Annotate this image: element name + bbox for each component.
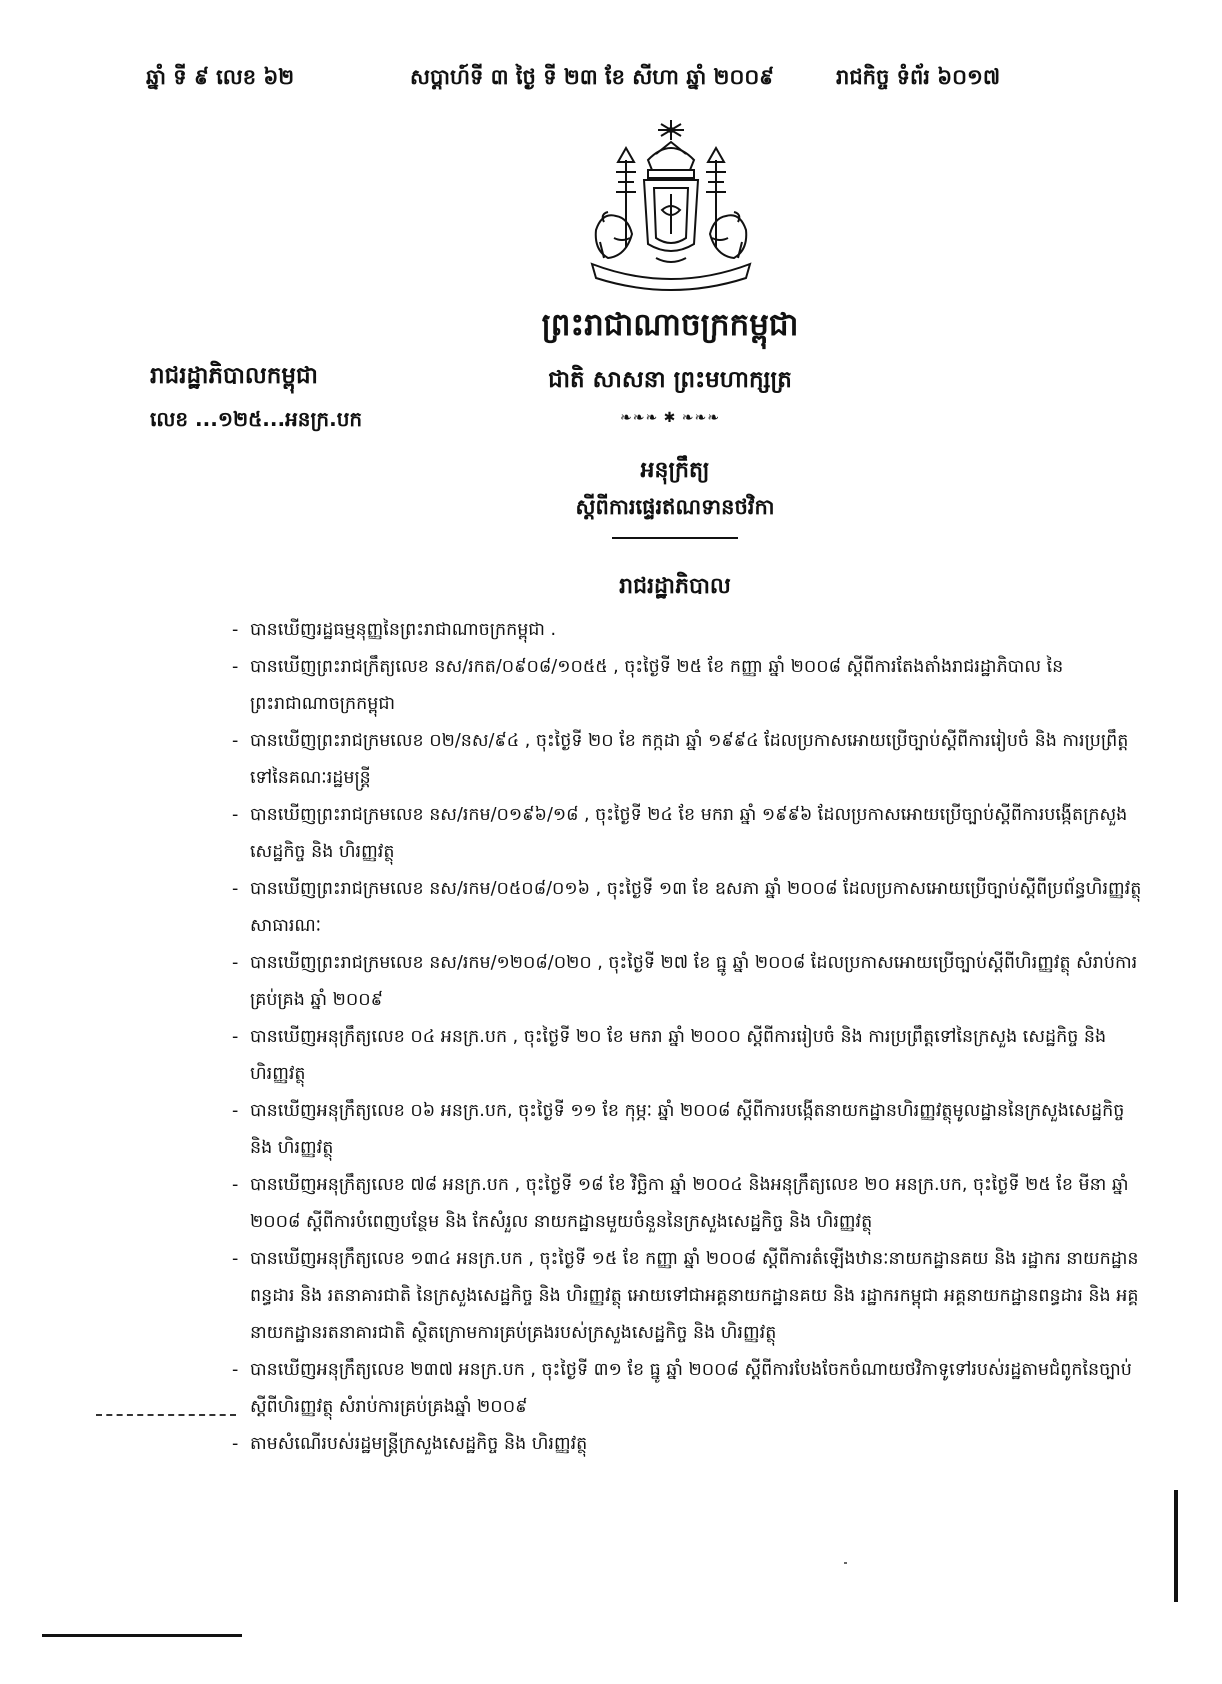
preamble-clauses	[232, 612, 1147, 1463]
preamble-clause: - បានឃើញអនុក្រឹត្យលេខ ៧៨ អនក្រ.បក , ចុះថ្ងៃទី ១៨ ខែ វិច្ឆិកា ឆ្នាំ ២០០៤ និងអនុក្រឹត្យលេខ ២០ អនក្រ.បក, ចុះថ្ងៃទី ២៥ ខែ មីនា ឆ្នាំ ២០០៨ ស្តីពីការបំពេញបន្ថែម និង កែសំរួល នាយកដ្ឋានមួយចំនួននៃក្រសួងសេដ្ឋកិច្ច និង ហិរញ្ញវត្ថុ	[232, 1167, 1147, 1241]
gazette-page-number: រាជកិច្ច ទំព័រ ៦០១៧	[836, 65, 1001, 89]
document-title: ស្តីពីការផ្ទេរឥណទានថវិកា	[575, 495, 775, 519]
preamble-clause: - បានឃើញអនុក្រឹត្យលេខ ២៣៧ អនក្រ.បក , ចុះថ្ងៃទី ៣១ ខែ ធ្នូ ឆ្នាំ ២០០៨ ស្តីពីការបែងចែកចំណាយថវិកាទូទៅរបស់រដ្ឋតាមជំពូកនៃច្បាប់ស្តីពីហិរញ្ញវត្ថុ សំរាប់ការគ្រប់គ្រងឆ្នាំ ២០០៩	[232, 1352, 1147, 1426]
preamble-clause: - តាមសំណើរបស់រដ្ឋមន្ត្រីក្រសួងសេដ្ឋកិច្ច និង ហិរញ្ញវត្ថុ	[232, 1426, 1147, 1463]
preamble-clause: - បានឃើញព្រះរាជក្រមលេខ នស/រកម/០១៩៦/១៨ , ចុះថ្ងៃទី ២៤ ខែ មករា ឆ្នាំ ១៩៩៦ ដែលប្រកាសអោយប្រើច្បាប់ស្តីពីការបង្កើតក្រសួងសេដ្ឋកិច្ច និង ហិរញ្ញវត្ថុ	[232, 797, 1147, 871]
royal-coat-of-arms-icon	[586, 118, 756, 293]
scan-dash-mark	[96, 1414, 236, 1416]
preamble-clause: - បានឃើញអនុក្រឹត្យលេខ ០៤ អនក្រ.បក , ចុះថ្ងៃទី ២០ ខែ មករា ឆ្នាំ ២០០០ ស្តីពីការរៀបចំ និង ការប្រព្រឹត្តទៅនៃក្រសួង សេដ្ឋកិច្ច និង ហិរញ្ញវត្ថុ	[232, 1019, 1147, 1093]
gazette-year-issue: ឆ្នាំ ទី ៩ លេខ ៦២	[146, 65, 295, 89]
preamble-clause: - បានឃើញព្រះរាជក្រមលេខ នស/រកម/១២០៨/០២០ , ចុះថ្ងៃទី ២៧ ខែ ធ្នូ ឆ្នាំ ២០០៨ ដែលប្រកាសអោយប្រើច្បាប់ស្តីពីហិរញ្ញវត្ថុ សំរាប់ការគ្រប់គ្រង ឆ្នាំ ២០០៩	[232, 945, 1147, 1019]
document-reference-number: លេខ ...១២៥...អនក្រ.បក	[150, 407, 363, 431]
preamble-clause: - បានឃើញរដ្ឋធម្មនុញ្ញនៃព្រះរាជាណាចក្រកម្ពុជា .	[232, 612, 1147, 649]
preamble-clause: - បានឃើញអនុក្រឹត្យលេខ ១៣៤ អនក្រ.បក , ចុះថ្ងៃទី ១៥ ខែ កញ្ញា ឆ្នាំ ២០០៨ ស្តីពីការតំឡើងឋានៈនាយកដ្ឋានគយ និង រដ្ឋាករ នាយកដ្ឋានពន្ធដារ និង រតនាគារជាតិ នៃក្រសួងសេដ្ឋកិច្ច និង ហិរញ្ញវត្ថុ អោយទៅជាអគ្គនាយកដ្ឋានគយ និង រដ្ឋាករកម្ពុជា អគ្គនាយកដ្ឋានពន្ធដារ និង អគ្គនាយកដ្ឋានរតនាគារជាតិ ស្ថិតក្រោមការគ្រប់គ្រងរបស់ក្រសួងសេដ្ឋកិច្ច និង ហិរញ្ញវត្ថុ	[232, 1241, 1147, 1352]
national-motto: ជាតិ សាសនា ព្រះមហាក្សត្រ	[548, 367, 792, 393]
title-divider	[612, 537, 738, 539]
issuing-government: រាជរដ្ឋាភិបាលកម្ពុជា	[150, 363, 318, 389]
scan-speck	[844, 1562, 847, 1564]
preamble-clause: - បានឃើញអនុក្រឹត្យលេខ ០៦ អនក្រ.បក, ចុះថ្ងៃទី ១១ ខែ កុម្ភៈ ឆ្នាំ ២០០៨ ស្តីពីការបង្កើតនាយកដ្ឋានហិរញ្ញវត្ថុមូលដ្ឋាននៃក្រសួងសេដ្ឋកិច្ច និង ហិរញ្ញវត្ថុ	[232, 1093, 1147, 1167]
footer-rule	[42, 1634, 242, 1637]
document-type: អនុក្រឹត្យ	[640, 458, 710, 483]
kingdom-name: ព្រះរាជាណាចក្រកម្ពុជា	[541, 307, 799, 343]
decorative-ornament: ❧❧❧ ✱ ❧❧❧	[619, 410, 720, 426]
gazette-week-date: សប្តាហ៍ទី ៣ ថ្ងៃ ទី ២៣ ខែ សីហា ឆ្នាំ ២០០៩	[410, 65, 775, 89]
issuer-heading: រាជរដ្ឋាភិបាល	[619, 574, 731, 599]
preamble-clause: - បានឃើញព្រះរាជក្រមលេខ ០២/នស/៩៤ , ចុះថ្ងៃទី ២០ ខែ កក្កដា ឆ្នាំ ១៩៩៤ ដែលប្រកាសអោយប្រើច្បាប់ស្តីពីការរៀបចំ និង ការប្រព្រឹត្តទៅនៃគណៈរដ្ឋមន្ត្រី	[232, 723, 1147, 797]
preamble-clause: - បានឃើញព្រះរាជក្រមលេខ នស/រកម/០៥០៨/០១៦ , ចុះថ្ងៃទី ១៣ ខែ ឧសភា ឆ្នាំ ២០០៨ ដែលប្រកាសអោយប្រើច្បាប់ស្តីពីប្រព័ន្ធហិរញ្ញវត្ថុសាធារណៈ	[232, 871, 1147, 945]
scan-edge-mark	[1174, 1490, 1178, 1602]
preamble-clause: - បានឃើញព្រះរាជក្រឹត្យលេខ នស/រកត/០៩០៨/១០៥៥ , ចុះថ្ងៃទី ២៥ ខែ កញ្ញា ឆ្នាំ ២០០៨ ស្តីពីការតែងតាំងរាជរដ្ឋាភិបាល នៃព្រះរាជាណាចក្រកម្ពុជា	[232, 649, 1147, 723]
